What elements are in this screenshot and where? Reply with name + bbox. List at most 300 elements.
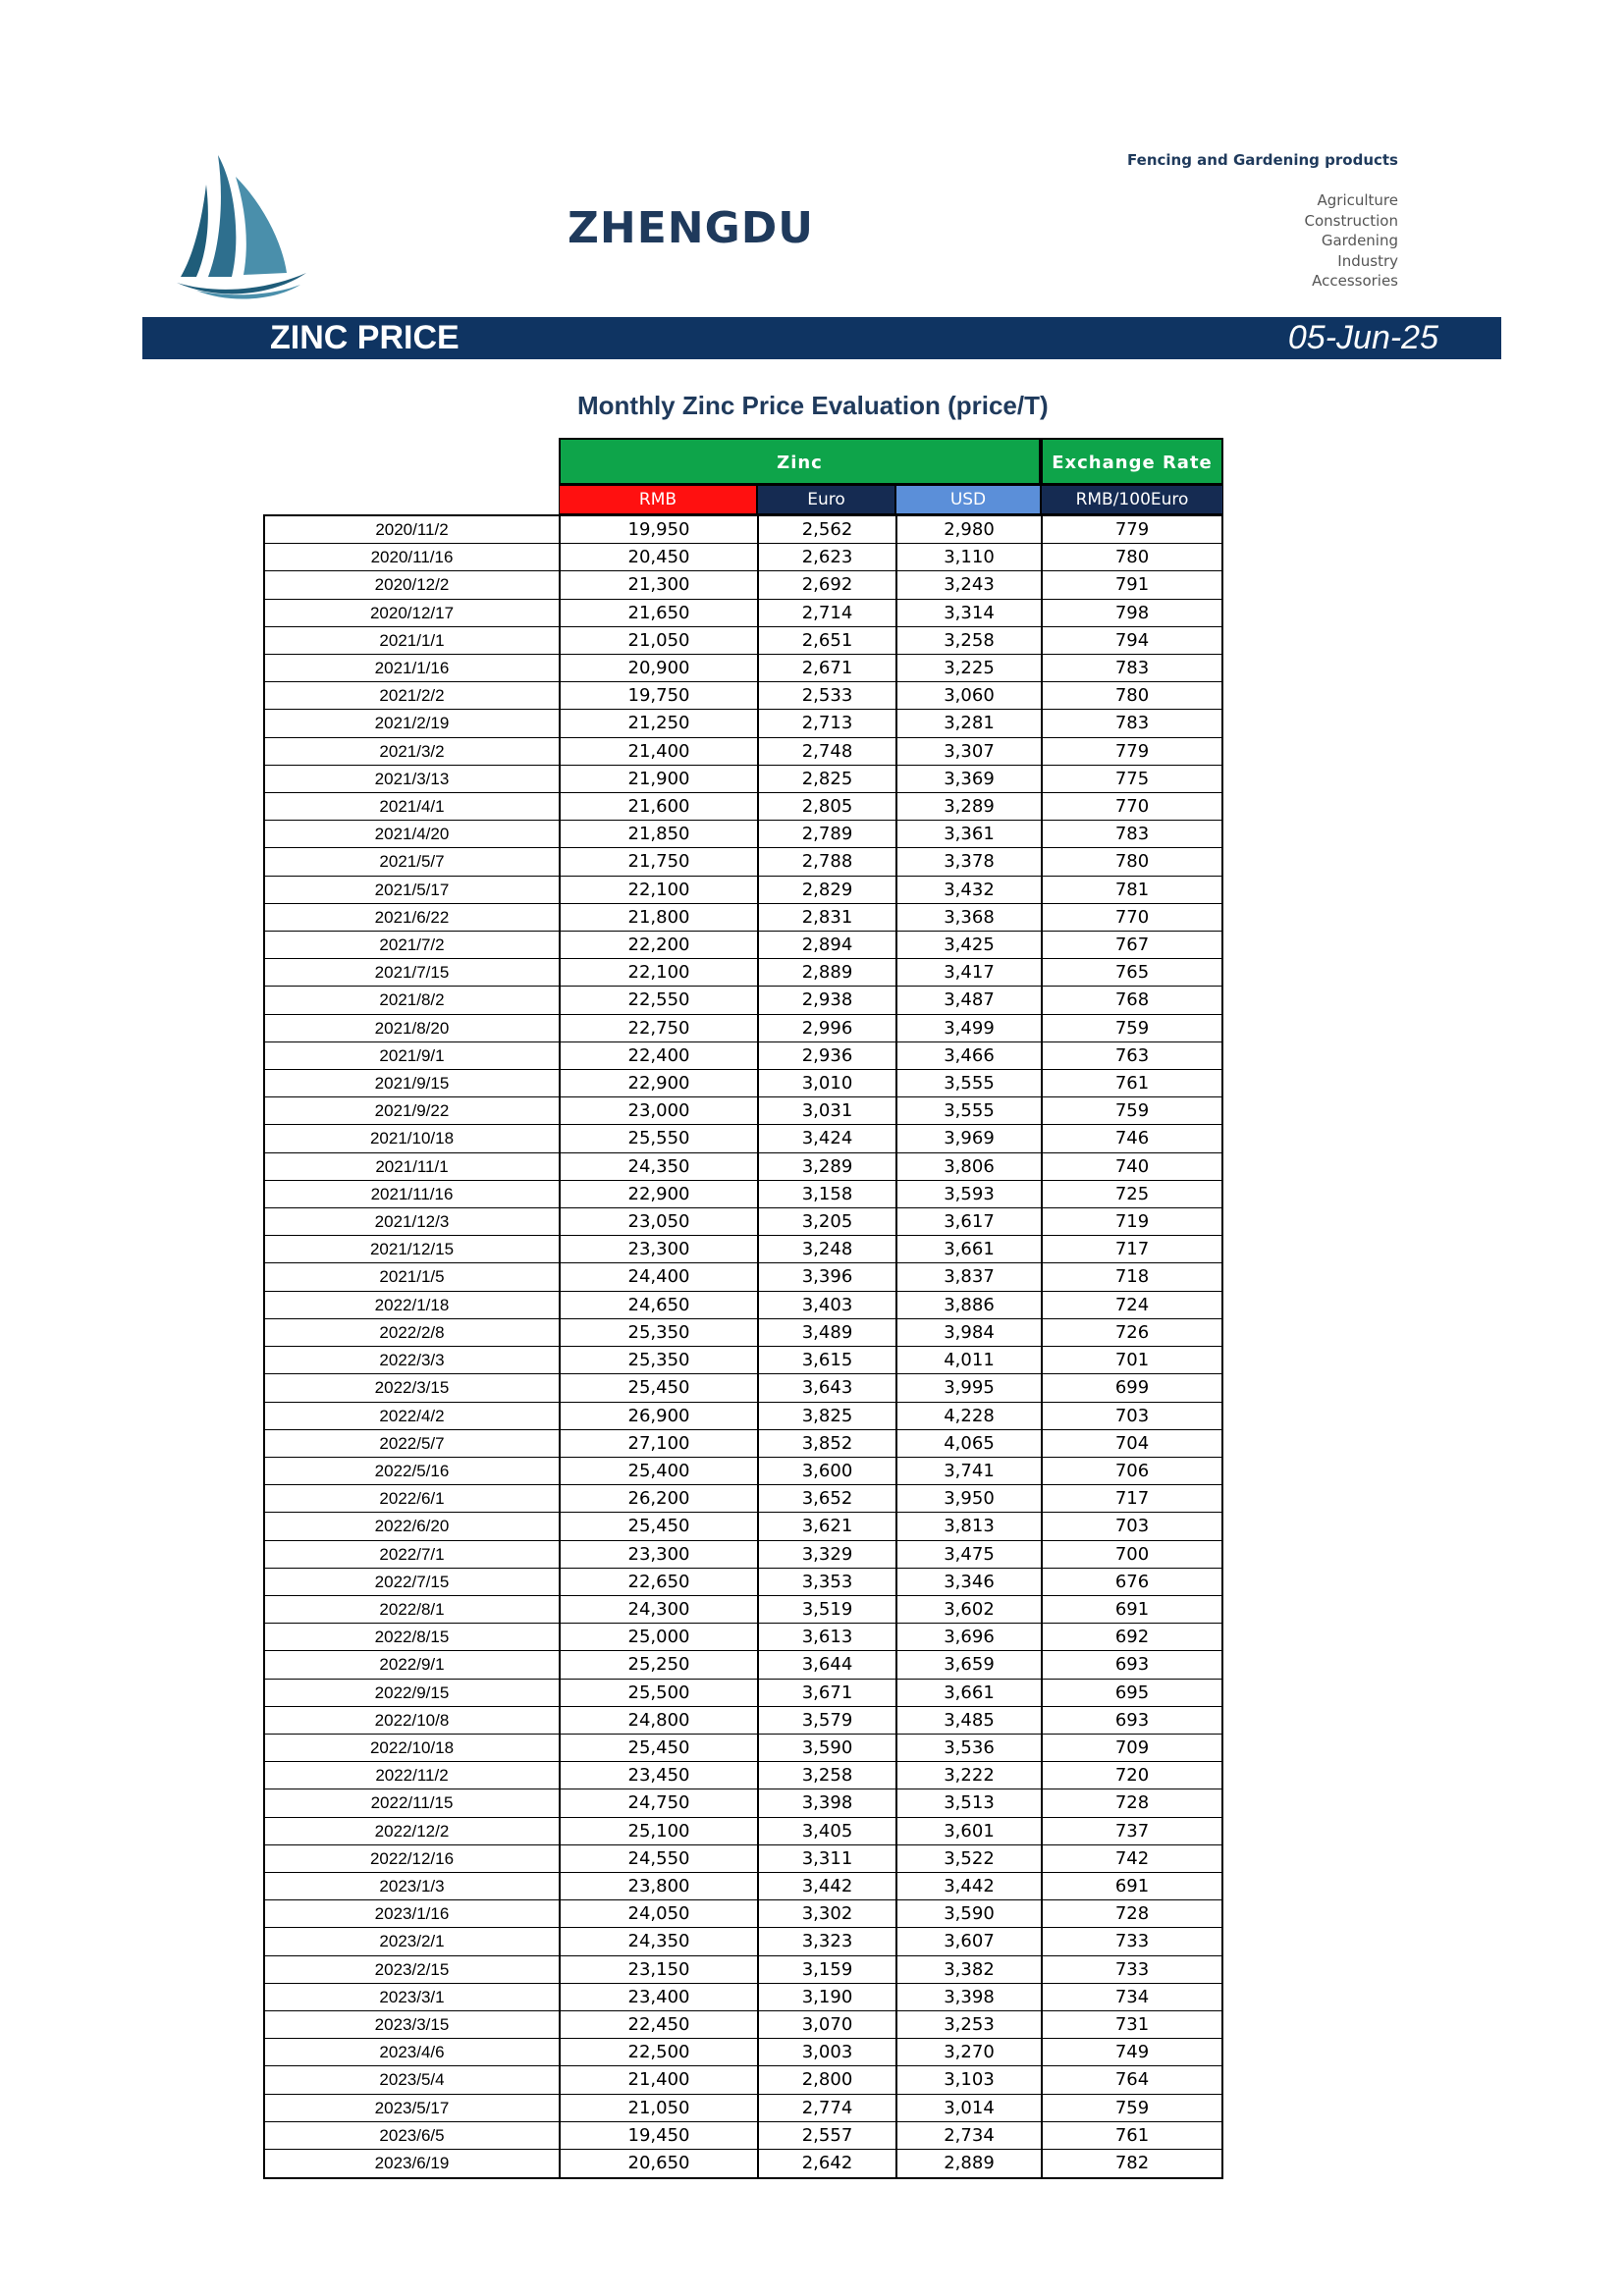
usd-price-cell: 3,590 <box>897 1900 1043 1927</box>
table-row <box>265 1236 1221 1263</box>
rmb-price-cell: 21,800 <box>561 904 759 931</box>
rmb-price-cell: 21,600 <box>561 793 759 820</box>
rmb-price-cell: 25,450 <box>561 1374 759 1401</box>
usd-price-cell: 3,314 <box>897 600 1043 626</box>
usd-price-cell: 3,602 <box>897 1596 1043 1623</box>
euro-price-cell: 3,031 <box>759 1097 897 1124</box>
exchange-rate-cell: 770 <box>1114 796 1150 818</box>
date-cell: 2023/3/1 <box>265 1984 561 2010</box>
euro-price-cell: 3,302 <box>759 1900 897 1927</box>
usd-price-cell: 3,984 <box>897 1319 1043 1346</box>
usd-price-cell: 3,253 <box>897 2011 1043 2038</box>
rmb-price-cell: 23,300 <box>561 1541 759 1568</box>
euro-price-cell: 2,889 <box>759 959 897 986</box>
date-cell: 2021/2/19 <box>265 710 561 736</box>
euro-price-cell: 3,158 <box>759 1181 897 1207</box>
table-row <box>265 627 1221 655</box>
usd-price-cell: 3,741 <box>897 1458 1043 1484</box>
rmb-price-cell: 23,450 <box>561 1762 759 1789</box>
usd-price-cell: 3,837 <box>897 1263 1043 1290</box>
date-cell: 2023/3/15 <box>265 2011 561 2038</box>
table-row <box>265 1097 1221 1125</box>
rmb-price-cell: 21,400 <box>561 738 759 765</box>
table-row <box>265 1181 1221 1208</box>
usd-price-cell: 3,593 <box>897 1181 1043 1207</box>
usd-price-cell: 3,555 <box>897 1070 1043 1096</box>
rmb-price-cell: 22,650 <box>561 1569 759 1595</box>
date-cell: 2022/3/15 <box>265 1374 561 1401</box>
exchange-rate-cell: 693 <box>1114 1709 1150 1731</box>
usd-price-cell: 3,222 <box>897 1762 1043 1789</box>
date-cell: 2022/12/16 <box>265 1845 561 1872</box>
rmb-price-cell: 25,450 <box>561 1513 759 1539</box>
exchange-rate-cell: 759 <box>1114 2097 1150 2118</box>
rmb-price-cell: 19,950 <box>561 516 759 543</box>
usd-price-cell: 3,361 <box>897 821 1043 847</box>
usd-price-cell: 3,617 <box>897 1208 1043 1235</box>
exchange-rate-cell: 719 <box>1114 1211 1150 1233</box>
date-cell: 2021/10/18 <box>265 1125 561 1151</box>
euro-price-cell: 3,579 <box>759 1707 897 1734</box>
rmb-price-cell: 24,400 <box>561 1263 759 1290</box>
usd-price-cell: 4,228 <box>897 1403 1043 1429</box>
usd-price-cell: 3,487 <box>897 987 1043 1013</box>
date-cell: 2023/2/1 <box>265 1928 561 1954</box>
exchange-rate-cell: 720 <box>1114 1765 1150 1787</box>
banner-title: ZINC PRICE <box>270 319 460 356</box>
usd-price-cell: 3,555 <box>897 1097 1043 1124</box>
rmb-price-cell: 24,050 <box>561 1900 759 1927</box>
table-row <box>265 1956 1221 1984</box>
exchange-rate-cell: 782 <box>1114 2152 1150 2173</box>
exchange-rate-cell: 734 <box>1114 1986 1150 2007</box>
rmb-price-cell: 22,550 <box>561 987 759 1013</box>
category-item: Agriculture <box>1317 191 1398 209</box>
rmb-price-cell: 25,450 <box>561 1735 759 1761</box>
exchange-rate-cell: 781 <box>1114 879 1150 900</box>
date-cell: 2023/4/6 <box>265 2039 561 2065</box>
rmb-price-cell: 21,750 <box>561 848 759 875</box>
usd-price-cell: 3,950 <box>897 1485 1043 1512</box>
table-row <box>265 821 1221 848</box>
usd-price-cell: 3,346 <box>897 1569 1043 1595</box>
euro-column-header: Euro <box>757 485 895 514</box>
exchange-rate-cell: 717 <box>1114 1239 1150 1260</box>
rmb-price-cell: 25,250 <box>561 1651 759 1678</box>
table-row <box>265 2066 1221 2094</box>
exchange-rate-cell: 767 <box>1114 934 1150 956</box>
euro-price-cell: 2,692 <box>759 571 897 598</box>
exchange-rate-cell: 695 <box>1114 1682 1150 1703</box>
usd-price-cell: 2,734 <box>897 2122 1043 2149</box>
exchange-rate-cell: 699 <box>1114 1377 1150 1399</box>
rmb-price-cell: 25,550 <box>561 1125 759 1151</box>
rmb-price-cell: 25,350 <box>561 1319 759 1346</box>
rmb-price-cell: 24,550 <box>561 1845 759 1872</box>
table-row <box>265 655 1221 682</box>
table-row <box>265 1928 1221 1955</box>
euro-price-cell: 2,825 <box>759 766 897 792</box>
date-cell: 2021/4/20 <box>265 821 561 847</box>
exchange-rate-cell: 765 <box>1114 962 1150 984</box>
table-row <box>265 682 1221 710</box>
exchange-rate-cell: 759 <box>1114 1017 1150 1039</box>
table-row <box>265 738 1221 766</box>
date-cell: 2022/5/7 <box>265 1430 561 1457</box>
euro-price-cell: 3,424 <box>759 1125 897 1151</box>
exchange-rate-cell: 780 <box>1114 547 1150 568</box>
date-cell: 2023/6/5 <box>265 2122 561 2149</box>
usd-price-cell: 3,014 <box>897 2095 1043 2121</box>
usd-price-cell: 3,485 <box>897 1707 1043 1734</box>
rmb-price-cell: 24,750 <box>561 1789 759 1816</box>
euro-price-cell: 2,671 <box>759 655 897 681</box>
rmb-price-cell: 22,900 <box>561 1181 759 1207</box>
euro-price-cell: 3,403 <box>759 1292 897 1318</box>
exchange-rate-cell: 791 <box>1114 574 1150 596</box>
usd-price-cell: 3,258 <box>897 627 1043 654</box>
rmb-price-cell: 24,350 <box>561 1153 759 1180</box>
exchange-rate-cell: 740 <box>1114 1155 1150 1177</box>
exchange-rate-cell: 763 <box>1114 1044 1150 1066</box>
euro-price-cell: 3,825 <box>759 1403 897 1429</box>
usd-price-cell: 2,889 <box>897 2150 1043 2177</box>
rmb-price-cell: 22,500 <box>561 2039 759 2065</box>
exchange-rate-cell: 691 <box>1114 1598 1150 1620</box>
usd-price-cell: 3,425 <box>897 932 1043 958</box>
euro-price-cell: 2,805 <box>759 793 897 820</box>
rate-column-header: RMB/100Euro <box>1041 485 1223 514</box>
table-row <box>265 1873 1221 1900</box>
usd-price-cell: 3,442 <box>897 1873 1043 1899</box>
exchange-rate-cell: 779 <box>1114 519 1150 540</box>
date-cell: 2021/3/2 <box>265 738 561 765</box>
usd-price-cell: 3,536 <box>897 1735 1043 1761</box>
date-cell: 2021/9/15 <box>265 1070 561 1096</box>
table-row <box>265 904 1221 932</box>
usd-price-cell: 3,661 <box>897 1236 1043 1262</box>
euro-price-cell: 3,323 <box>759 1928 897 1954</box>
table-row <box>265 1485 1221 1513</box>
euro-price-cell: 2,829 <box>759 877 897 903</box>
table-row <box>265 1319 1221 1347</box>
usd-price-cell: 3,813 <box>897 1513 1043 1539</box>
exchange-rate-cell: 794 <box>1114 629 1150 651</box>
rmb-price-cell: 23,300 <box>561 1236 759 1262</box>
exchange-rate-cell: 704 <box>1114 1432 1150 1454</box>
exchange-rate-cell: 742 <box>1114 1847 1150 1869</box>
date-cell: 2023/6/19 <box>265 2150 561 2177</box>
rmb-price-cell: 24,350 <box>561 1928 759 1954</box>
table-row <box>265 1984 1221 2011</box>
usd-price-cell: 3,475 <box>897 1541 1043 1568</box>
exchange-rate-cell: 724 <box>1114 1294 1150 1315</box>
usd-price-cell: 3,369 <box>897 766 1043 792</box>
date-cell: 2020/12/2 <box>265 571 561 598</box>
euro-price-cell: 3,590 <box>759 1735 897 1761</box>
rmb-price-cell: 21,400 <box>561 2066 759 2093</box>
euro-price-cell: 2,788 <box>759 848 897 875</box>
euro-price-cell: 2,831 <box>759 904 897 931</box>
rmb-price-cell: 23,000 <box>561 1097 759 1124</box>
date-cell: 2022/5/16 <box>265 1458 561 1484</box>
table-row <box>265 2039 1221 2066</box>
rmb-price-cell: 22,750 <box>561 1015 759 1041</box>
rmb-price-cell: 21,050 <box>561 2095 759 2121</box>
usd-price-cell: 3,432 <box>897 877 1043 903</box>
rmb-price-cell: 23,050 <box>561 1208 759 1235</box>
table-row <box>265 710 1221 737</box>
rmb-price-cell: 23,150 <box>561 1956 759 1983</box>
rmb-price-cell: 22,200 <box>561 932 759 958</box>
sailboat-logo-icon <box>167 147 314 299</box>
usd-price-cell: 3,607 <box>897 1928 1043 1954</box>
euro-price-cell: 2,651 <box>759 627 897 654</box>
rmb-price-cell: 23,800 <box>561 1873 759 1899</box>
exchange-rate-cell: 737 <box>1114 1820 1150 1842</box>
exchange-rate-cell: 783 <box>1114 658 1150 679</box>
usd-price-cell: 3,601 <box>897 1818 1043 1844</box>
rmb-price-cell: 22,400 <box>561 1042 759 1069</box>
euro-price-cell: 2,996 <box>759 1015 897 1041</box>
exchange-rate-cell: 725 <box>1114 1183 1150 1204</box>
euro-price-cell: 3,405 <box>759 1818 897 1844</box>
banner-date: 05-Jun-25 <box>1287 319 1438 356</box>
brand-name: ZHENGDU <box>568 203 814 253</box>
rmb-price-cell: 20,650 <box>561 2150 759 2177</box>
date-cell: 2022/6/1 <box>265 1485 561 1512</box>
table-row <box>265 516 1221 544</box>
date-cell: 2022/10/8 <box>265 1707 561 1734</box>
table-row <box>265 1208 1221 1236</box>
euro-price-cell: 2,748 <box>759 738 897 765</box>
table-row <box>265 1015 1221 1042</box>
euro-price-cell: 3,070 <box>759 2011 897 2038</box>
table-row <box>265 1900 1221 1928</box>
euro-price-cell: 3,644 <box>759 1651 897 1678</box>
table-row <box>265 1042 1221 1070</box>
euro-price-cell: 3,353 <box>759 1569 897 1595</box>
usd-price-cell: 3,417 <box>897 959 1043 986</box>
exchange-rate-cell: 703 <box>1114 1405 1150 1426</box>
exchange-rate-cell: 761 <box>1114 1073 1150 1095</box>
rmb-price-cell: 21,300 <box>561 571 759 598</box>
usd-price-cell: 3,060 <box>897 682 1043 709</box>
euro-price-cell: 3,615 <box>759 1347 897 1373</box>
euro-price-cell: 3,852 <box>759 1430 897 1457</box>
table-row <box>265 877 1221 904</box>
date-cell: 2021/2/2 <box>265 682 561 709</box>
rmb-price-cell: 21,900 <box>561 766 759 792</box>
exchange-rate-header: Exchange Rate <box>1041 438 1223 485</box>
date-cell: 2021/8/20 <box>265 1015 561 1041</box>
usd-price-cell: 3,886 <box>897 1292 1043 1318</box>
exchange-rate-cell: 692 <box>1114 1627 1150 1648</box>
exchange-rate-cell: 700 <box>1114 1543 1150 1565</box>
rmb-price-cell: 25,000 <box>561 1624 759 1650</box>
exchange-rate-cell: 746 <box>1114 1128 1150 1149</box>
date-cell: 2022/2/8 <box>265 1319 561 1346</box>
euro-price-cell: 3,671 <box>759 1680 897 1706</box>
euro-price-cell: 2,789 <box>759 821 897 847</box>
date-cell: 2022/1/18 <box>265 1292 561 1318</box>
euro-price-cell: 2,938 <box>759 987 897 1013</box>
usd-price-cell: 3,110 <box>897 544 1043 570</box>
usd-price-cell: 4,011 <box>897 1347 1043 1373</box>
category-item: Accessories <box>1312 272 1398 290</box>
exchange-rate-cell: 770 <box>1114 906 1150 928</box>
table-row <box>265 600 1221 627</box>
date-cell: 2022/7/1 <box>265 1541 561 1568</box>
rmb-price-cell: 20,450 <box>561 544 759 570</box>
euro-price-cell: 3,398 <box>759 1789 897 1816</box>
usd-price-cell: 3,225 <box>897 655 1043 681</box>
euro-price-cell: 3,159 <box>759 1956 897 1983</box>
date-cell: 2022/9/15 <box>265 1680 561 1706</box>
usd-price-cell: 3,270 <box>897 2039 1043 2065</box>
date-cell: 2021/11/1 <box>265 1153 561 1180</box>
exchange-rate-cell: 718 <box>1114 1266 1150 1288</box>
euro-price-cell: 3,329 <box>759 1541 897 1568</box>
rmb-price-cell: 26,900 <box>561 1403 759 1429</box>
exchange-rate-cell: 783 <box>1114 824 1150 845</box>
rmb-price-cell: 21,850 <box>561 821 759 847</box>
category-item: Construction <box>1304 211 1398 230</box>
exchange-rate-cell: 676 <box>1114 1571 1150 1592</box>
date-cell: 2022/6/20 <box>265 1513 561 1539</box>
exchange-rate-cell: 709 <box>1114 1736 1150 1758</box>
date-cell: 2022/8/15 <box>265 1624 561 1650</box>
usd-price-cell: 3,995 <box>897 1374 1043 1401</box>
usd-price-cell: 3,499 <box>897 1015 1043 1041</box>
tagline: Fencing and Gardening products <box>1127 151 1398 169</box>
table-row <box>265 793 1221 821</box>
euro-price-cell: 2,936 <box>759 1042 897 1069</box>
exchange-rate-cell: 798 <box>1114 602 1150 623</box>
exchange-rate-cell: 775 <box>1114 768 1150 789</box>
date-cell: 2023/1/16 <box>265 1900 561 1927</box>
euro-price-cell: 3,311 <box>759 1845 897 1872</box>
euro-price-cell: 2,894 <box>759 932 897 958</box>
exchange-rate-cell: 701 <box>1114 1350 1150 1371</box>
euro-price-cell: 3,289 <box>759 1153 897 1180</box>
table-row <box>265 2011 1221 2039</box>
table-row <box>265 987 1221 1014</box>
rmb-price-cell: 24,800 <box>561 1707 759 1734</box>
exchange-rate-cell: 761 <box>1114 2124 1150 2146</box>
price-table <box>263 514 1223 2179</box>
usd-price-cell: 4,065 <box>897 1430 1043 1457</box>
date-cell: 2021/1/1 <box>265 627 561 654</box>
euro-price-cell: 2,533 <box>759 682 897 709</box>
date-cell: 2021/3/13 <box>265 766 561 792</box>
date-cell: 2023/2/15 <box>265 1956 561 1983</box>
date-cell: 2021/8/2 <box>265 987 561 1013</box>
usd-price-cell: 3,289 <box>897 793 1043 820</box>
date-cell: 2021/7/15 <box>265 959 561 986</box>
exchange-rate-cell: 733 <box>1114 1958 1150 1980</box>
date-cell: 2021/4/1 <box>265 793 561 820</box>
category-item: Industry <box>1337 251 1398 270</box>
exchange-rate-cell: 726 <box>1114 1321 1150 1343</box>
exchange-rate-cell: 780 <box>1114 851 1150 873</box>
category-list <box>1304 190 1398 292</box>
table-row <box>265 1541 1221 1569</box>
date-cell: 2020/11/16 <box>265 544 561 570</box>
euro-price-cell: 3,205 <box>759 1208 897 1235</box>
exchange-rate-cell: 728 <box>1114 1792 1150 1814</box>
table-row <box>265 766 1221 793</box>
usd-price-cell: 3,806 <box>897 1153 1043 1180</box>
rmb-price-cell: 27,100 <box>561 1430 759 1457</box>
usd-price-cell: 3,243 <box>897 571 1043 598</box>
euro-price-cell: 3,519 <box>759 1596 897 1623</box>
date-cell: 2023/1/3 <box>265 1873 561 1899</box>
euro-price-cell: 2,800 <box>759 2066 897 2093</box>
table-row <box>265 1125 1221 1152</box>
exchange-rate-cell: 779 <box>1114 740 1150 762</box>
date-cell: 2022/10/18 <box>265 1735 561 1761</box>
rmb-price-cell: 22,100 <box>561 959 759 986</box>
usd-price-cell: 3,378 <box>897 848 1043 875</box>
date-cell: 2021/9/22 <box>265 1097 561 1124</box>
exchange-rate-cell: 717 <box>1114 1488 1150 1510</box>
table-row <box>265 1707 1221 1735</box>
exchange-rate-cell: 703 <box>1114 1516 1150 1537</box>
euro-price-cell: 3,248 <box>759 1236 897 1262</box>
rmb-price-cell: 24,650 <box>561 1292 759 1318</box>
euro-price-cell: 2,714 <box>759 600 897 626</box>
rmb-price-cell: 20,900 <box>561 655 759 681</box>
usd-price-cell: 3,398 <box>897 1984 1043 2010</box>
table-row <box>265 1347 1221 1374</box>
euro-price-cell: 3,258 <box>759 1762 897 1789</box>
rmb-price-cell: 23,400 <box>561 1984 759 2010</box>
usd-price-cell: 2,980 <box>897 516 1043 543</box>
rmb-price-cell: 22,450 <box>561 2011 759 2038</box>
rmb-price-cell: 25,350 <box>561 1347 759 1373</box>
category-item: Gardening <box>1321 232 1398 249</box>
table-row <box>265 1263 1221 1291</box>
date-cell: 2021/1/5 <box>265 1263 561 1290</box>
table-row <box>265 1624 1221 1651</box>
date-cell: 2021/1/16 <box>265 655 561 681</box>
date-cell: 2022/7/15 <box>265 1569 561 1595</box>
date-cell: 2021/6/22 <box>265 904 561 931</box>
table-row <box>265 1818 1221 1845</box>
date-cell: 2022/11/15 <box>265 1789 561 1816</box>
euro-price-cell: 2,562 <box>759 516 897 543</box>
rmb-price-cell: 22,900 <box>561 1070 759 1096</box>
euro-price-cell: 3,621 <box>759 1513 897 1539</box>
table-row <box>265 959 1221 987</box>
exchange-rate-cell: 693 <box>1114 1654 1150 1676</box>
date-cell: 2021/7/2 <box>265 932 561 958</box>
euro-price-cell: 3,396 <box>759 1263 897 1290</box>
usd-price-cell: 3,969 <box>897 1125 1043 1151</box>
usd-price-cell: 3,103 <box>897 2066 1043 2093</box>
euro-price-cell: 3,489 <box>759 1319 897 1346</box>
table-row <box>265 1680 1221 1707</box>
usd-price-cell: 3,522 <box>897 1845 1043 1872</box>
euro-price-cell: 3,010 <box>759 1070 897 1096</box>
euro-price-cell: 3,442 <box>759 1873 897 1899</box>
table-row <box>265 2122 1221 2150</box>
table-subtitle: Monthly Zinc Price Evaluation (price/T) <box>577 391 1049 420</box>
euro-price-cell: 2,713 <box>759 710 897 736</box>
usd-price-cell: 3,281 <box>897 710 1043 736</box>
euro-price-cell: 2,642 <box>759 2150 897 2177</box>
